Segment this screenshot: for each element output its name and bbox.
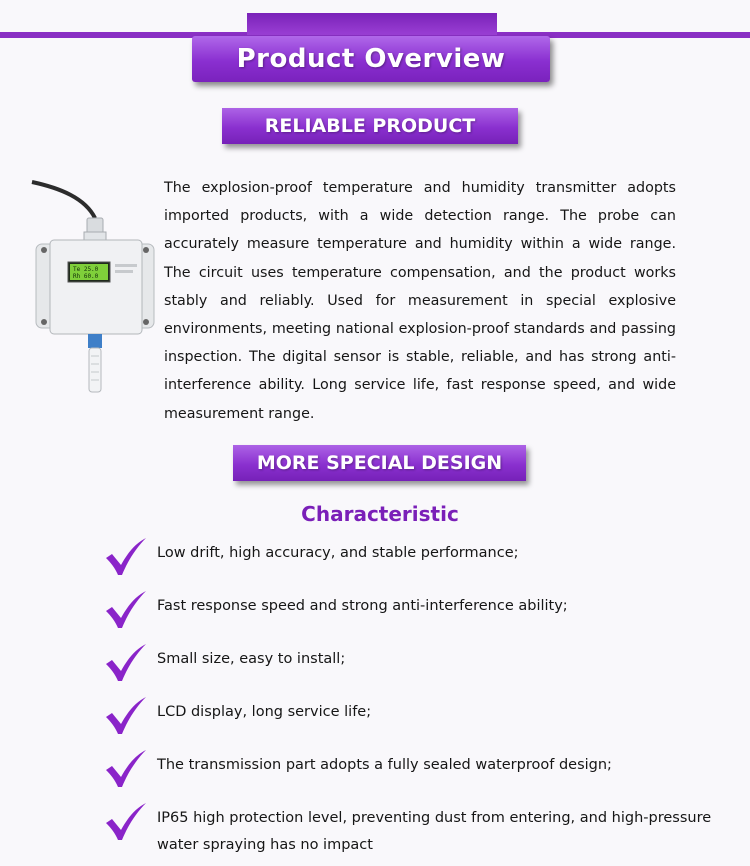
feature-text: IP65 high protection level, preventing dust from entering, and high-pressure water spraying has no impact [157, 810, 712, 853]
top-decorative-tab [247, 13, 497, 35]
checkmark-icon [104, 695, 148, 737]
checkmark-icon [104, 801, 148, 843]
characteristic-heading: Characteristic [301, 502, 459, 526]
special-design-heading: MORE SPECIAL DESIGN [256, 452, 503, 474]
feature-text: Low drift, high accuracy, and stable performance; [157, 545, 519, 561]
product-description: The explosion-proof temperature and humidity transmitter adopts imported products, with a wide detection range. The probe can accurately measure temperature and humidity within a wide range. The circuit uses temperature compensation, and the product works stably and reliably. Used for measurement in special explosive environments, meeting national explosion-proof standards and passing inspection. The digital sensor is stable, reliable, and has strong anti-interference ability. Long service life, fast response speed, and wide measurement range. [164, 180, 676, 422]
checkmark-icon [104, 536, 148, 578]
feature-item [104, 642, 734, 692]
transmitter-device-image [30, 178, 155, 398]
checkmark-icon [104, 589, 148, 631]
device-lcd-line-2: Rh 60.0 [73, 273, 99, 280]
checkmark-icon [104, 642, 148, 684]
feature-text: The transmission part adopts a fully sealed waterproof design; [157, 757, 612, 773]
feature-text: Small size, easy to install; [157, 651, 346, 667]
feature-item [104, 589, 734, 639]
reliable-product-banner [222, 108, 518, 144]
page-title-banner [192, 36, 550, 82]
reliable-product-heading: RELIABLE PRODUCT [264, 115, 476, 137]
special-design-banner [233, 445, 526, 481]
feature-text: LCD display, long service life; [157, 704, 372, 720]
checkmark-icon [104, 748, 148, 790]
feature-text: Fast response speed and strong anti-interference ability; [157, 598, 568, 614]
feature-item [104, 536, 734, 586]
page-title: Product Overview [236, 44, 506, 74]
feature-item [104, 748, 734, 798]
feature-item [104, 801, 734, 851]
feature-item [104, 695, 734, 745]
device-lcd-line-1: Te 25.0 [73, 266, 99, 273]
